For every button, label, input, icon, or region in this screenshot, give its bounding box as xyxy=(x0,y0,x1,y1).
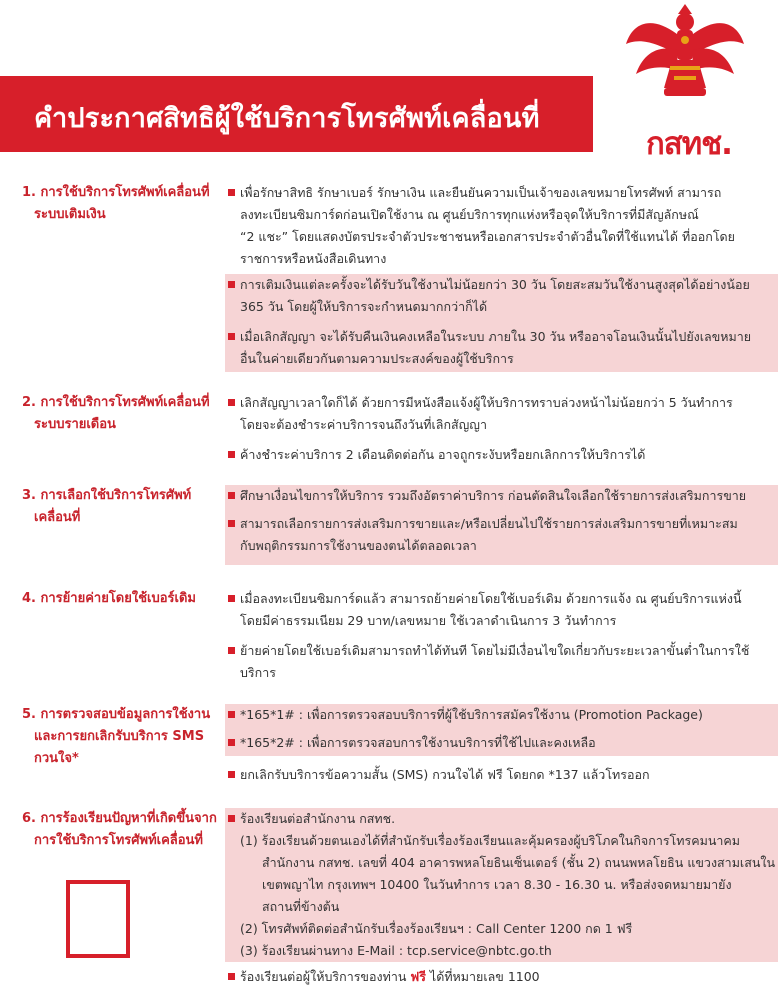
highlight-box: *165*1# : เพื่อการตรวจสอบบริการที่ผู้ใช้บริการสมัครใช้งาน (Promotion Package) *165*2# : เพื่อการตรวจสอบการใช้งานบริการที่ใช้ไปและคงเหลือ xyxy=(225,704,778,756)
bullet-icon xyxy=(228,595,235,602)
bullet-icon xyxy=(228,973,235,980)
list-item: ยกเลิกรับบริการข้อความสั้น (SMS) กวนใจได้ ฟรี โดยกด *137 แล้วโทรออก xyxy=(228,764,778,786)
nbtc-logo-text: กสทช. xyxy=(646,126,732,162)
title-banner xyxy=(0,76,593,152)
section-title: 2. การใช้บริการโทรศัพท์เคลื่อนที่ ระบบรายเดือน xyxy=(22,395,210,432)
bullet-icon xyxy=(228,281,235,288)
bullet-icon xyxy=(228,711,235,718)
bullet-icon xyxy=(228,815,235,822)
list-item: เลิกสัญญาเวลาใดก็ได้ ด้วยการมีหนังสือแจ้งผู้ให้บริการทราบล่วงหน้าไม่น้อยกว่า 5 วันทำการ โดยจะต้องชำระค่าบริการจนถึงวันที่เลิกสัญญา ค้างชำระค่าบริการ 2 เดือนติดต่อกัน อาจถูกระงับหรือยกเลิกการให้บริการได้ xyxy=(228,392,778,466)
free-label: ฟรี xyxy=(410,969,426,984)
bullet-icon xyxy=(228,189,235,196)
highlight-box: ร้องเรียนต่อสำนักงาน กสทช. (1) ร้องเรียนด้วยตนเองได้ที่สำนักรับเรื่องร้องเรียนและคุ้มครองผู้บริโภคในกิจการโทรคมนาคม สำนักงาน กสทช. เลขที่ 404 อาคารพหลโยธินเซ็นเตอร์ (ชั้น 2) ถนนพหลโยธิน แขวงสามเสนใน เขตพญาไท กรุงเทพฯ 10400 ในวันทำการ เวลา 8.30 - 16.30 น. หรือส่งจดหมายมายัง สถานที่ข้างต้น (2) โทรศัพท์ติดต่อสำนักรับเรื่องร้องเรียนฯ : Call Center 1200 กด 1 ฟรี (3) ร้องเรียนผ่านทาง E-Mail : tcp.service@nbtc.go.th xyxy=(225,808,778,962)
section-title: 3. การเลือกใช้บริการโทรศัพท์ เคลื่อนที่ xyxy=(22,488,192,525)
bullet-icon xyxy=(228,739,235,746)
bullet-icon xyxy=(228,771,235,778)
list-item: เพื่อรักษาสิทธิ รักษาเบอร์ รักษาเงิน และยืนยันความเป็นเจ้าของเลขหมายโทรศัพท์ สามารถ ลงทะเบียนซิมการ์ดก่อนเปิดใช้งาน ณ ศูนย์บริการทุกแห่งหรือจุดให้บริการที่มีสัญลักษณ์ “2 แชะ” โดยแสดงบัตรประจำตัวประชาชนหรือเอกสารประจำตัวอื่นใดที่ใช้แทนได้ ที่ออกโดย ราชการหรือหนังสือเดินทาง xyxy=(228,182,778,270)
highlight-box: การเติมเงินแต่ละครั้งจะได้รับวันใช้งานไม่น้อยกว่า 30 วัน โดยสะสมวันใช้งานสูงสุดได้อย่างน้อย 365 วัน โดยผู้ให้บริการจะกำหนดมากกว่าก็ได้ เมื่อเลิกสัญญา จะได้รับคืนเงินคงเหลือในระบบ ภายใน 30 วัน หรืออาจโอนเงินนั้นไปยังเลขหมาย อื่นในค่ายเดียวกันตามความประสงค์ของผู้ใช้บริการ xyxy=(225,274,778,372)
bullet-icon xyxy=(228,520,235,527)
bullet-icon xyxy=(228,399,235,406)
section-title: 5. การตรวจสอบข้อมูลการใช้งาน และการยกเลิกรับบริการ SMS กวนใจ* xyxy=(22,707,211,766)
bullet-icon xyxy=(228,333,235,340)
list-item: ร้องเรียนต่อผู้ให้บริการของท่าน ฟรี ได้ที่หมายเลข 1100 xyxy=(228,966,778,988)
red-frame-placeholder xyxy=(66,880,130,958)
bullet-icon xyxy=(228,451,235,458)
section-title: 4. การย้ายค่ายโดยใช้เบอร์เดิม xyxy=(22,591,196,606)
bullet-icon xyxy=(228,492,235,499)
section-title: 6. การร้องเรียนปัญหาที่เกิดขึ้นจาก การใช้บริการโทรศัพท์เคลื่อนที่ xyxy=(22,811,217,848)
section-title: 1. การใช้บริการโทรศัพท์เคลื่อนที่ ระบบเติมเงิน xyxy=(22,185,210,222)
page-title: คำประกาศสิทธิผู้ใช้บริการโทรศัพท์เคลื่อนที่ xyxy=(34,103,540,134)
bullet-icon xyxy=(228,647,235,654)
list-item: เมื่อลงทะเบียนซิมการ์ดแล้ว สามารถย้ายค่ายโดยใช้เบอร์เดิม ด้วยการแจ้ง ณ ศูนย์บริการแห่งนี้ โดยมีค่าธรรมเนียม 29 บาท/เลขหมาย ใช้เวลาดำเนินการ 3 วันทำการ ย้ายค่ายโดยใช้เบอร์เดิมสามารถทำได้ทันที โดยไม่มีเงื่อนไขใดเกี่ยวกับระยะเวลาขั้นต่ำในการใช้ บริการ xyxy=(228,588,778,684)
highlight-box: ศึกษาเงื่อนไขการให้บริการ รวมถึงอัตราค่าบริการ ก่อนตัดสินใจเลือกใช้รายการส่งเสริมการขาย สามารถเลือกรายการส่งเสริมการขายและ/หรือเปลี่ยนไปใช้รายการส่งเสริมการขายที่เหมาะสม กับพฤติกรรมการใช้งานของตนได้ตลอดเวลา xyxy=(225,485,778,565)
